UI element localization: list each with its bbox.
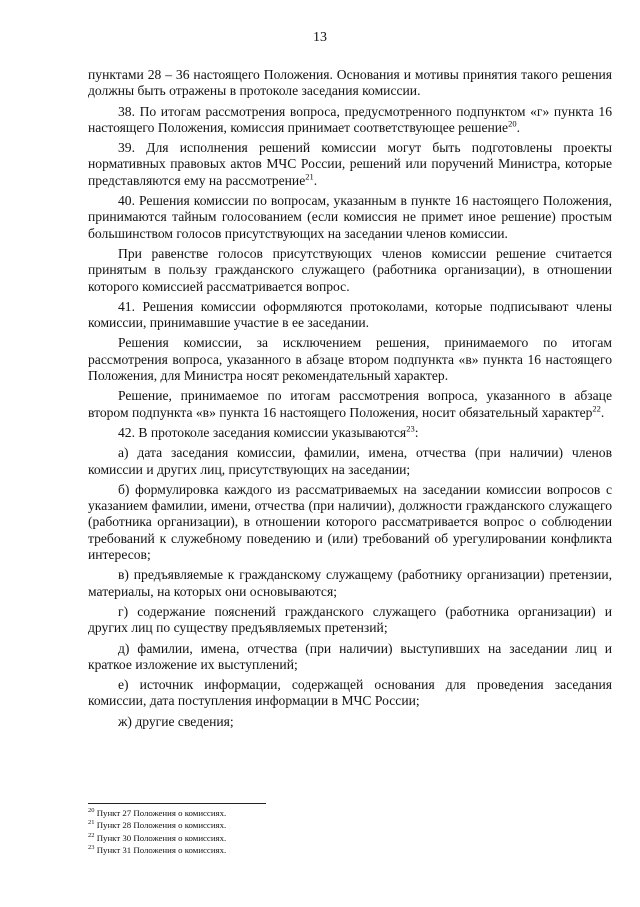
footnotes [88, 807, 488, 856]
footnote-number: 21 [88, 819, 95, 827]
footnote [88, 807, 488, 819]
list-item: б) формулировка каждого из рассматриваемых на заседании комиссии вопросов с указанием фамилии, имени, отчества (при наличии), должности гражданского служащего (работника организации), в отношении которого рассматривается вопрос о соблюдении требований к служебному поведению и (или) требований об урегулировании конфликта интересов; [88, 481, 612, 563]
footnote-ref: 23 [406, 423, 415, 434]
footnote-ref: 21 [305, 171, 314, 182]
paragraph-40: 40. Решения комиссии по вопросам, указанным в пункте 16 настоящего Положения, принимаются тайным голосованием (если комиссия не примет иное решение) простым большинством голосов присутствующих на заседании членов комиссии. [88, 193, 612, 241]
footnote [88, 819, 488, 831]
paragraph: Решение, принимаемое по итогам рассмотрения вопроса, указанного в абзаце втором подпункта «в» пункта 16 настоящего Положения, носит обязательный характер$^{22}$. [88, 388, 612, 420]
footnote-text: Пункт 28 Положения о комиссиях. [96, 820, 227, 831]
list-item: д) фамилии, имена, отчества (при наличии) выступивших на заседании лиц и краткое изложение их выступлений; [88, 640, 612, 672]
list-item: а) дата заседания комиссии, фамилии, имена, отчества (при наличии) членов комиссии и других лиц, присутствующих на заседании; [88, 445, 612, 477]
footnote [88, 844, 488, 856]
footnote-number: 20 [88, 807, 95, 815]
page-number: 13 [313, 30, 327, 45]
footnote-text: Пункт 31 Положения о комиссиях. [96, 844, 227, 855]
paragraph-42: 42. В протоколе заседания комиссии указываются$^{23}$: [118, 423, 419, 440]
footnote-ref: 20 [508, 118, 517, 129]
footnote-text: Пункт 27 Положения о комиссиях. [96, 808, 227, 818]
paragraph-39: 39. Для исполнения решений комиссии могут быть подготовлены проекты нормативных правовых актов МЧС России, решений или поручений Министра, которые представляются ему на рассмотрение$^{21}$. [88, 140, 612, 188]
paragraph: При равенстве голосов присутствующих членов комиссии решение считается принятым в пользу гражданского служащего (работника организации), в отношении которого комиссией рассматривается вопрос. [88, 245, 612, 294]
list-item: ж) другие сведения; [118, 713, 234, 729]
list-item: в) предъявляемые к гражданскому служащему (работнику организации) претензии, материалы, на которых они основываются; [88, 567, 612, 599]
footnote-text: Пункт 30 Положения о комиссиях. [96, 832, 227, 843]
document-body [88, 67, 612, 730]
footnote-number: 22 [88, 831, 95, 839]
list-item: е) источник информации, содержащей основания для проведения заседания комиссии, дата поступления информации в МЧС России; [88, 677, 612, 709]
footnote-ref: 22 [592, 403, 601, 414]
footnote-number: 23 [88, 843, 95, 851]
footnote-divider [88, 803, 266, 804]
paragraph-38: 38. По итогам рассмотрения вопроса, предусмотренного подпунктом «г» пункта 16 настоящего Положения, комиссия принимает соответствующее решение$^{20}$. [88, 103, 612, 135]
paragraph-41: 41. Решения комиссии оформляются протоколами, которые подписывают члены комиссии, принимавшие участие в ее заседании. [88, 298, 612, 331]
list-item: г) содержание пояснений гражданского служащего (работника организации) и других лиц по существу предъявляемых претензий; [88, 603, 612, 636]
paragraph: Решения комиссии, за исключением решения, принимаемого по итогам рассмотрения вопроса, указанного в абзаце втором подпункта «в» пункта 16 настоящего Положения, для Министра носят рекомендательный характер. [88, 335, 612, 384]
paragraph: пунктами 28 – 36 настоящего Положения. Основания и мотивы принятия такого решения должны быть отражены в протоколе заседания комиссии. [88, 67, 612, 99]
footnote [88, 832, 488, 844]
